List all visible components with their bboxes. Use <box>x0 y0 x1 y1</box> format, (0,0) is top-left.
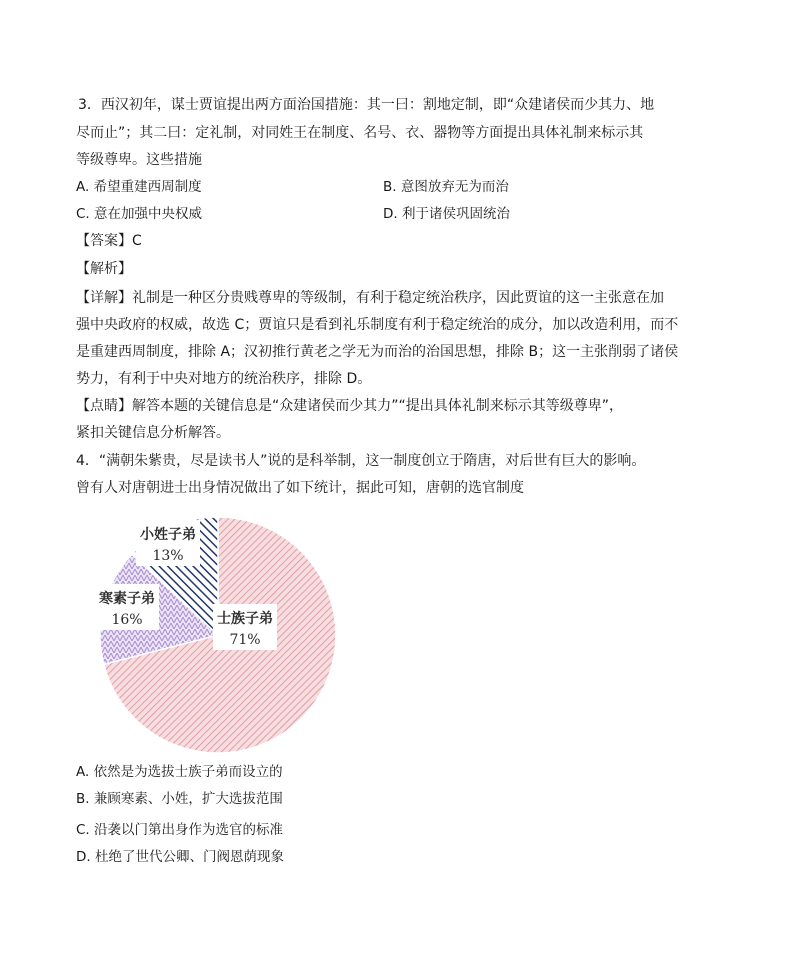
q3-stem-line-2: 尽而止”；其二曰：定礼制，对同姓王在制度、名号、衣、器物等方面提出具体礼制来标示其 <box>76 125 644 141</box>
q3-detail-line-2: 强中央政府的权威，故选 C；贾谊只是看到礼乐制度有利于稳定统治的成分，加以改造利用，而不 <box>76 317 679 333</box>
q3-answer: 【答案】C <box>76 233 142 249</box>
pie-label-xiaoxing-value: 13% <box>152 548 184 564</box>
q4-option-c[interactable]: C. 沿袭以门第出身作为选官的标准 <box>76 822 284 838</box>
q4-option-a[interactable]: A. 依然是为选拔士族子弟而设立的 <box>76 764 283 780</box>
q4-stem-line-1: 4．“满朝朱紫贵，尽是读书人”说的是科举制，这一制度创立于隋唐，对后世有巨大的影响。 <box>76 453 646 469</box>
q3-option-d[interactable]: D. 利于诸侯巩固统治 <box>383 206 510 222</box>
q3-option-b[interactable]: B. 意图放弃无为而治 <box>383 179 509 195</box>
q3-tip-line-2: 紧扣关键信息分析解答。 <box>76 425 230 441</box>
q3-detail-line-1: 【详解】礼制是一种区分贵贱尊卑的等级制，有利于稳定统治秩序，因此贾谊的这一主张意在加 <box>76 290 664 306</box>
q4-stem-line-2: 曾有人对唐朝进士出身情况做出了如下统计，据此可知，唐朝的选官制度 <box>76 480 524 496</box>
q3-stem-line-3: 等级尊卑。这些措施 <box>76 152 202 168</box>
q3-detail-line-4: 势力，有利于中央对地方的统治秩序，排除 D。 <box>76 371 372 387</box>
pie-label-xiaoxing-name: 小姓子弟 <box>140 527 196 543</box>
pie-label-hansu-name: 寒素子弟 <box>99 591 155 607</box>
pie-label-hansu-value: 16% <box>111 612 143 628</box>
q3-detail-line-3: 是重建西周制度，排除 A；汉初推行黄老之学无为而治的治国思想，排除 B；这一主张削弱了诸侯 <box>76 344 679 360</box>
q4-option-d[interactable]: D. 杜绝了世代公卿、门阀恩荫现象 <box>76 849 284 865</box>
pie-label-shizu-name: 士族子弟 <box>217 611 273 627</box>
q3-stem-line-1: 3．西汉初年，谋士贾谊提出两方面治国措施：其一曰：割地定制，即“众建诸侯而少其力、地 <box>78 97 655 113</box>
q3-option-c[interactable]: C. 意在加强中央权威 <box>76 206 203 222</box>
pie-chart <box>90 515 350 755</box>
q3-analysis-heading: 【解析】 <box>76 261 132 277</box>
q3-option-a[interactable]: A. 希望重建西周制度 <box>76 179 202 195</box>
q3-tip-line-1: 【点睛】解答本题的关键信息是“众建诸侯而少其力”“提出具体礼制来标示其等级尊卑”， <box>76 398 624 414</box>
pie-label-shizu-value: 71% <box>229 632 261 648</box>
q4-option-b[interactable]: B. 兼顾寒素、小姓，扩大选拔范围 <box>76 791 283 807</box>
